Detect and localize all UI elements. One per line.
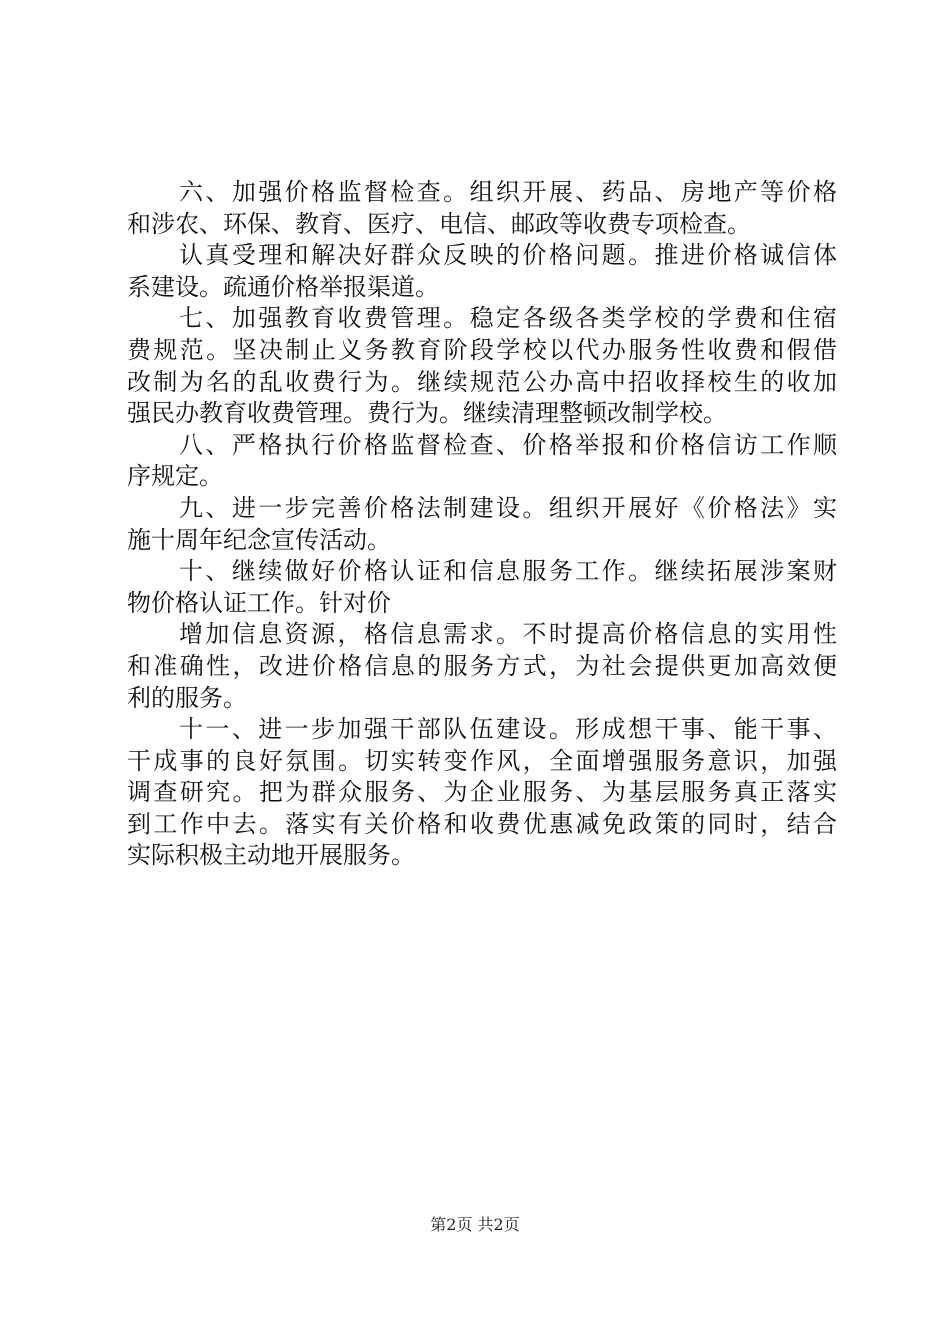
text-line: 九、进一步完善价格法制建设。组织开展好《价格法》实 [179, 493, 837, 522]
text-line: 干成事的良好氛围。切实转变作风，全面增强服务意识，加强 [127, 746, 837, 775]
text-line: 十一、进一步加强干部队伍建设。形成想干事、能干事、 [179, 715, 837, 744]
text-line: 和准确性，改进价格信息的服务方式，为社会提供更加高效便 [127, 651, 837, 680]
document-body [127, 177, 837, 872]
text-line: 系建设。疏通价格举报渠道。 [127, 272, 439, 301]
text-line: 实际积极主动地开展服务。 [127, 841, 415, 870]
text-line: 到工作中去。落实有关价格和收费优惠减免政策的同时，结合 [127, 809, 837, 838]
text-line: 十、继续做好价格认证和信息服务工作。继续拓展涉案财 [179, 557, 837, 586]
text-line: 调查研究。把为群众服务、为企业服务、为基层服务真正落实 [127, 778, 837, 807]
text-line: 物价格认证工作。针对价 [127, 588, 391, 617]
text-line: 费规范。坚决制止义务教育阶段学校以代办服务性收费和假借 [127, 335, 837, 364]
text-line: 七、加强教育收费管理。稳定各级各类学校的学费和住宿 [179, 304, 837, 333]
text-line: 增加信息资源，格信息需求。不时提高价格信息的实用性 [179, 620, 837, 649]
text-line: 八、严格执行价格监督检查、价格举报和价格信访工作顺 [179, 430, 837, 459]
text-line: 改制为名的乱收费行为。继续规范公办高中招收择校生的收加 [127, 367, 837, 396]
text-line: 认真受理和解决好群众反映的价格问题。推进价格诚信体 [179, 241, 837, 270]
text-line: 六、加强价格监督检查。组织开展、药品、房地产等价格 [179, 178, 837, 206]
text-line: 和涉农、环保、教育、医疗、电信、邮政等收费专项检查。 [127, 209, 751, 238]
text-line: 序规定。 [127, 462, 223, 491]
text-line: 强民办教育收费管理。费行为。继续清理整顿改制学校。 [127, 399, 727, 428]
text-line: 利的服务。 [127, 683, 247, 712]
text-line: 施十周年纪念宣传活动。 [127, 525, 391, 554]
page-number-footer: 第2页 共2页 [430, 1215, 520, 1234]
